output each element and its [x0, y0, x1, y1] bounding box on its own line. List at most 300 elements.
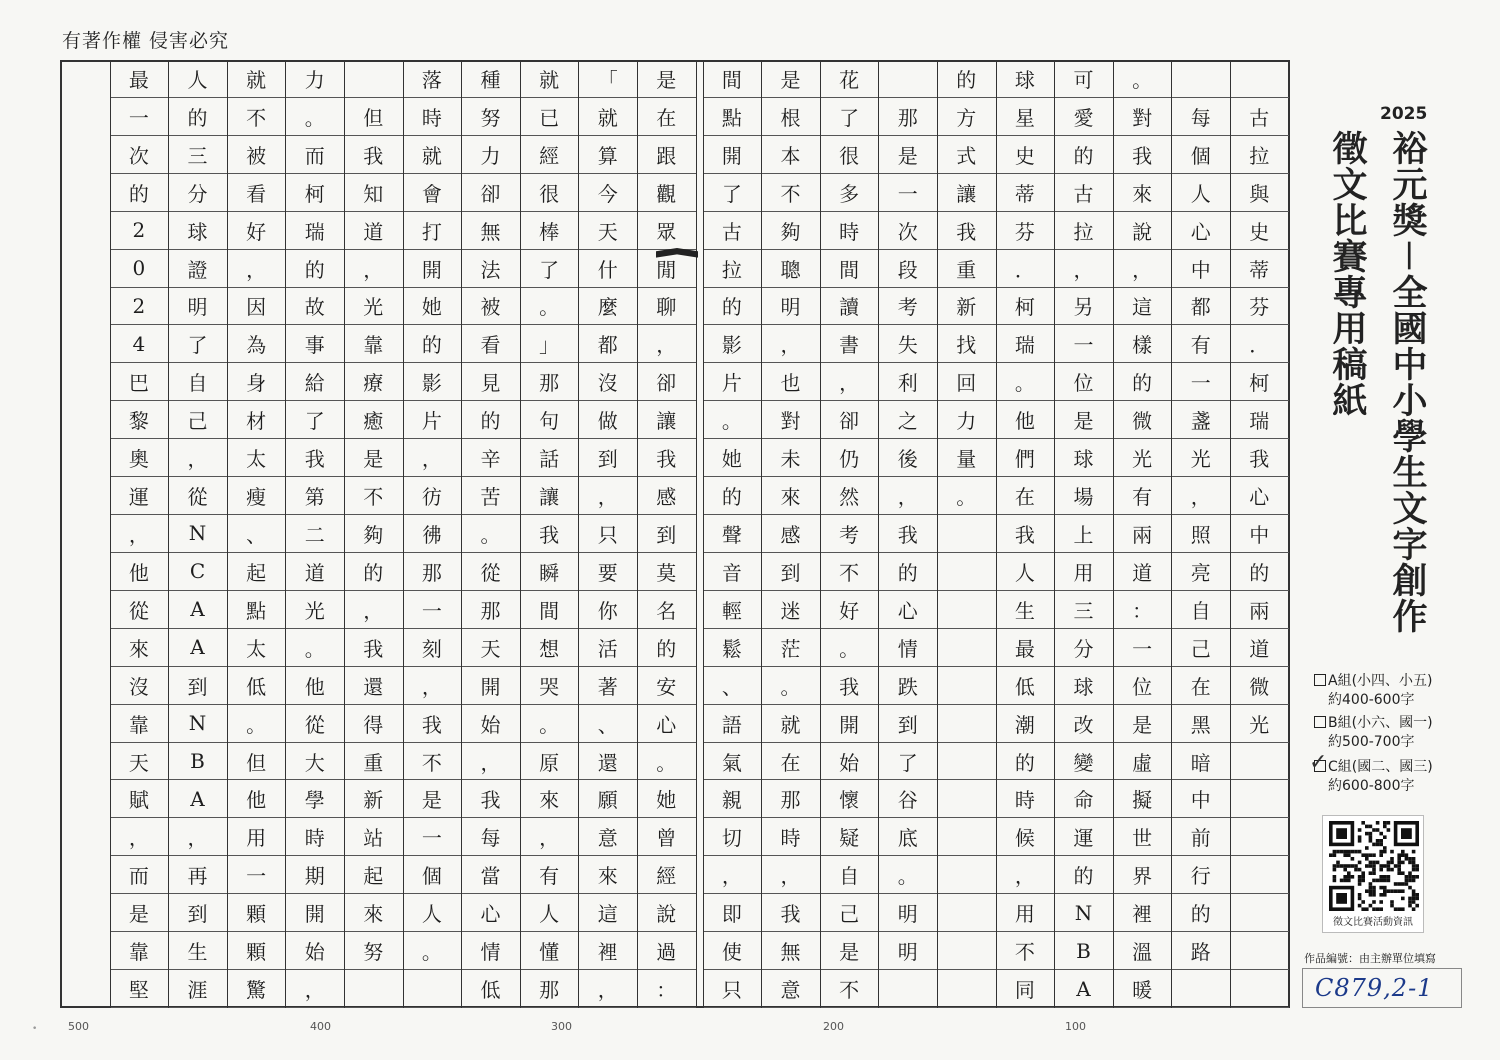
manuscript-cell: 是 — [820, 932, 879, 970]
manuscript-cell: 了 — [878, 743, 937, 781]
manuscript-cell: 光 — [344, 288, 403, 326]
manuscript-cell: 想 — [520, 629, 579, 667]
manuscript-cell: 們 — [996, 439, 1055, 477]
manuscript-cell: 使 — [703, 932, 762, 970]
manuscript-cell: 音 — [703, 553, 762, 591]
qr-code — [1322, 815, 1424, 933]
manuscript-column — [1113, 60, 1172, 1008]
manuscript-cell: 意 — [578, 818, 637, 856]
manuscript-cell: 聲 — [703, 515, 762, 553]
manuscript-cell: 失 — [878, 325, 937, 363]
manuscript-cell — [937, 515, 996, 553]
manuscript-cell: 我 — [344, 136, 403, 174]
manuscript-cell: 靠 — [110, 705, 169, 743]
manuscript-cell: 在 — [1171, 667, 1230, 705]
manuscript-cell: 最 — [110, 60, 169, 98]
manuscript-cell: 看 — [227, 174, 286, 212]
manuscript-cell: 親 — [703, 780, 762, 818]
manuscript-cell: 裡 — [578, 932, 637, 970]
manuscript-cell: 卻 — [820, 401, 879, 439]
manuscript-cell: 、 — [227, 515, 286, 553]
manuscript-cell: 來 — [344, 894, 403, 932]
manuscript-cell: 的 — [285, 250, 344, 288]
manuscript-cell: 句 — [520, 401, 579, 439]
manuscript-cell: 心 — [1230, 477, 1289, 515]
manuscript-cell: 說 — [637, 894, 696, 932]
manuscript-column — [578, 60, 637, 1008]
manuscript-cell: 很 — [820, 136, 879, 174]
manuscript-cell: ， — [1113, 250, 1172, 288]
manuscript-column — [403, 60, 462, 1008]
manuscript-cell: 法 — [461, 250, 520, 288]
manuscript-cell: 一 — [1054, 325, 1113, 363]
manuscript-cell: 自 — [820, 856, 879, 894]
manuscript-cell: ， — [761, 856, 820, 894]
manuscript-cell: 無 — [461, 212, 520, 250]
manuscript-cell: 疑 — [820, 818, 879, 856]
manuscript-cell: 運 — [1054, 818, 1113, 856]
manuscript-cell: 讓 — [520, 477, 579, 515]
manuscript-cell: 人 — [168, 60, 227, 98]
manuscript-cell — [1230, 743, 1289, 781]
manuscript-cell: N — [1054, 894, 1113, 932]
manuscript-cell: 。 — [520, 705, 579, 743]
manuscript-cell: 靠 — [110, 932, 169, 970]
manuscript-cell: 讀 — [820, 288, 879, 326]
manuscript-cell: 沒 — [110, 667, 169, 705]
manuscript-cell: 時 — [996, 780, 1055, 818]
manuscript-cell: 卻 — [461, 174, 520, 212]
manuscript-cell: 的 — [703, 477, 762, 515]
manuscript-cell: 底 — [878, 818, 937, 856]
manuscript-cell: 球 — [168, 212, 227, 250]
manuscript-cell: 療 — [344, 363, 403, 401]
manuscript-cell: 經 — [520, 136, 579, 174]
manuscript-cell: 是 — [1113, 705, 1172, 743]
manuscript-cell: 後 — [878, 439, 937, 477]
manuscript-cell: 三 — [168, 136, 227, 174]
manuscript-column — [820, 60, 879, 1008]
manuscript-cell: 那 — [403, 553, 462, 591]
manuscript-cell: 就 — [578, 98, 637, 136]
manuscript-cell: 不 — [403, 743, 462, 781]
manuscript-cell: 暗 — [1171, 743, 1230, 781]
manuscript-cell: 到 — [168, 894, 227, 932]
scale-number: 100 — [1065, 1020, 1086, 1033]
manuscript-cell: ， — [285, 970, 344, 1008]
manuscript-cell: 那 — [461, 591, 520, 629]
manuscript-cell: 一 — [403, 591, 462, 629]
manuscript-cell: 茫 — [761, 629, 820, 667]
manuscript-cell — [403, 970, 462, 1008]
manuscript-cell — [344, 970, 403, 1008]
manuscript-cell: 聊 — [637, 288, 696, 326]
manuscript-cell: 始 — [461, 705, 520, 743]
manuscript-cell: 0 — [110, 250, 169, 288]
contest-year: 2025 — [1380, 104, 1428, 124]
grid-line — [578, 60, 579, 1008]
manuscript-cell: 量 — [937, 439, 996, 477]
manuscript-cell: A — [168, 780, 227, 818]
manuscript-cell: 可 — [1054, 60, 1113, 98]
manuscript-cell: 名 — [637, 591, 696, 629]
manuscript-cell: ， — [168, 439, 227, 477]
manuscript-cell: 。 — [227, 705, 286, 743]
manuscript-cell — [937, 743, 996, 781]
manuscript-cell: 。 — [285, 98, 344, 136]
manuscript-cell: 然 — [820, 477, 879, 515]
manuscript-cell: 」 — [520, 325, 579, 363]
manuscript-cell: 點 — [227, 591, 286, 629]
manuscript-cell: 位 — [1054, 363, 1113, 401]
manuscript-cell: 鬆 — [703, 629, 762, 667]
manuscript-column — [1230, 60, 1289, 1008]
manuscript-cell: 力 — [285, 60, 344, 98]
manuscript-cell: 始 — [285, 932, 344, 970]
manuscript-cell: 到 — [637, 515, 696, 553]
corner-mark: • — [32, 1024, 38, 1034]
manuscript-cell: 光 — [1171, 439, 1230, 477]
manuscript-cell — [1171, 970, 1230, 1008]
manuscript-cell: 球 — [996, 60, 1055, 98]
manuscript-cell: ， — [110, 515, 169, 553]
manuscript-cell: 每 — [1171, 98, 1230, 136]
manuscript-cell: 了 — [285, 401, 344, 439]
manuscript-cell: 這 — [578, 894, 637, 932]
manuscript-cell: ， — [878, 477, 937, 515]
manuscript-cell: 同 — [996, 970, 1055, 1008]
manuscript-cell: 運 — [110, 477, 169, 515]
manuscript-cell: 我 — [996, 515, 1055, 553]
manuscript-cell: 變 — [1054, 743, 1113, 781]
manuscript-cell: 蒂 — [1230, 250, 1289, 288]
manuscript-cell: 你 — [578, 591, 637, 629]
manuscript-cell: 的 — [1230, 553, 1289, 591]
manuscript-cell — [937, 705, 996, 743]
manuscript-cell: 心 — [637, 705, 696, 743]
manuscript-cell: 但 — [227, 743, 286, 781]
manuscript-cell: 什 — [578, 250, 637, 288]
manuscript-cell — [1230, 60, 1289, 98]
manuscript-cell: 期 — [285, 856, 344, 894]
grid-line — [344, 60, 345, 1008]
manuscript-cell: 我 — [820, 667, 879, 705]
manuscript-cell: 聰 — [761, 250, 820, 288]
grid-line — [878, 60, 879, 1008]
manuscript-cell: ． — [1230, 325, 1289, 363]
manuscript-cell: 好 — [227, 212, 286, 250]
manuscript-column — [110, 60, 169, 1008]
manuscript-cell: 了 — [703, 174, 762, 212]
manuscript-cell: 黎 — [110, 401, 169, 439]
manuscript-cell: 不 — [761, 174, 820, 212]
manuscript-cell: 三 — [1054, 591, 1113, 629]
manuscript-cell: 棒 — [520, 212, 579, 250]
manuscript-cell: 裡 — [1113, 894, 1172, 932]
manuscript-cell: 天 — [578, 212, 637, 250]
manuscript-cell: 是 — [878, 136, 937, 174]
manuscript-cell: 重 — [937, 250, 996, 288]
manuscript-cell: 一 — [403, 818, 462, 856]
manuscript-cell: A — [168, 629, 227, 667]
manuscript-cell: 會 — [403, 174, 462, 212]
manuscript-cell: 天 — [110, 743, 169, 781]
grid-line — [637, 60, 638, 1008]
manuscript-cell: 卻 — [637, 363, 696, 401]
manuscript-cell: 光 — [285, 591, 344, 629]
manuscript-cell: 被 — [227, 136, 286, 174]
manuscript-column — [1171, 60, 1230, 1008]
manuscript-cell — [1230, 894, 1289, 932]
manuscript-cell: 觀 — [637, 174, 696, 212]
manuscript-column — [227, 60, 286, 1008]
manuscript-cell: 行 — [1171, 856, 1230, 894]
manuscript-cell: 涯 — [168, 970, 227, 1008]
manuscript-cell: ， — [1054, 250, 1113, 288]
grid-line — [227, 60, 228, 1008]
manuscript-cell: 賦 — [110, 780, 169, 818]
manuscript-cell: 。 — [403, 932, 462, 970]
manuscript-cell: 他 — [110, 553, 169, 591]
manuscript-cell: 利 — [878, 363, 937, 401]
manuscript-cell: 就 — [403, 136, 462, 174]
manuscript-cell: 再 — [168, 856, 227, 894]
manuscript-cell: 是 — [344, 439, 403, 477]
manuscript-cell: 人 — [520, 894, 579, 932]
manuscript-column — [520, 60, 579, 1008]
manuscript-cell: 他 — [227, 780, 286, 818]
manuscript-cell: 彿 — [403, 515, 462, 553]
manuscript-cell: 間 — [820, 250, 879, 288]
manuscript-cell: 努 — [344, 932, 403, 970]
manuscript-cell: 愛 — [1054, 98, 1113, 136]
manuscript-cell: 。 — [996, 363, 1055, 401]
manuscript-cell: 。 — [637, 743, 696, 781]
manuscript-cell: 哭 — [520, 667, 579, 705]
manuscript-cell: 低 — [461, 970, 520, 1008]
manuscript-cell: 那 — [878, 98, 937, 136]
manuscript-cell: 到 — [761, 553, 820, 591]
work-number: C879,2-1 — [1302, 968, 1462, 1008]
manuscript-column — [285, 60, 344, 1008]
manuscript-cell: 點 — [703, 98, 762, 136]
manuscript-cell: 原 — [520, 743, 579, 781]
manuscript-cell: 跟 — [637, 136, 696, 174]
manuscript-cell: 史 — [1230, 212, 1289, 250]
manuscript-cell: ， — [520, 818, 579, 856]
manuscript-cell: 到 — [878, 705, 937, 743]
manuscript-cell: 靠 — [344, 325, 403, 363]
manuscript-cell: N — [168, 705, 227, 743]
manuscript-cell: 拉 — [1230, 136, 1289, 174]
manuscript-cell: 不 — [344, 477, 403, 515]
manuscript-cell: 的 — [937, 60, 996, 98]
manuscript-cell: 個 — [403, 856, 462, 894]
manuscript-cell: 迷 — [761, 591, 820, 629]
manuscript-cell: ， — [403, 667, 462, 705]
manuscript-cell: 微 — [1230, 667, 1289, 705]
manuscript-cell: 過 — [637, 932, 696, 970]
manuscript-cell: 「 — [578, 60, 637, 98]
manuscript-cell: 盞 — [1171, 401, 1230, 439]
manuscript-cell: 明 — [878, 932, 937, 970]
manuscript-cell: 開 — [703, 136, 762, 174]
manuscript-cell: 奧 — [110, 439, 169, 477]
manuscript-cell: 彷 — [403, 477, 462, 515]
manuscript-cell: ， — [227, 250, 286, 288]
manuscript-cell: 顆 — [227, 932, 286, 970]
manuscript-cell: ， — [110, 818, 169, 856]
manuscript-cell: 是 — [637, 60, 696, 98]
manuscript-cell: 閒 — [637, 250, 696, 288]
manuscript-cell: 道 — [285, 553, 344, 591]
manuscript-cell: 路 — [1171, 932, 1230, 970]
manuscript-cell: 的 — [703, 288, 762, 326]
manuscript-cell: 影 — [403, 363, 462, 401]
manuscript-cell: 上 — [1054, 515, 1113, 553]
manuscript-cell: 切 — [703, 818, 762, 856]
manuscript-cell: 了 — [168, 325, 227, 363]
manuscript-cell: 來 — [578, 856, 637, 894]
manuscript-cell: 巴 — [110, 363, 169, 401]
manuscript-cell: 我 — [1113, 136, 1172, 174]
manuscript-cell: 仍 — [820, 439, 879, 477]
manuscript-cell — [937, 591, 996, 629]
manuscript-cell: 柯 — [1230, 363, 1289, 401]
grid-line — [520, 60, 521, 1008]
manuscript-cell: 就 — [520, 60, 579, 98]
manuscript-cell: 找 — [937, 325, 996, 363]
manuscript-cell: 他 — [285, 667, 344, 705]
manuscript-cell: 分 — [168, 174, 227, 212]
manuscript-cell: 刻 — [403, 629, 462, 667]
manuscript-cell: 我 — [1230, 439, 1289, 477]
checkmark-icon: ✓ — [1309, 750, 1328, 775]
manuscript-cell: 而 — [110, 856, 169, 894]
manuscript-cell: 證 — [168, 250, 227, 288]
manuscript-cell: 落 — [403, 60, 462, 98]
manuscript-cell: 不 — [227, 98, 286, 136]
grid-line — [996, 60, 997, 1008]
manuscript-cell: 語 — [703, 705, 762, 743]
manuscript-cell: 苦 — [461, 477, 520, 515]
manuscript-cell: 都 — [578, 325, 637, 363]
manuscript-cell: 次 — [110, 136, 169, 174]
manuscript-cell: 溫 — [1113, 932, 1172, 970]
manuscript-cell: 在 — [637, 98, 696, 136]
manuscript-cell: 的 — [110, 174, 169, 212]
manuscript-cell: 。 — [703, 401, 762, 439]
manuscript-cell: ， — [403, 439, 462, 477]
manuscript-column — [461, 60, 520, 1008]
manuscript-cell: 安 — [637, 667, 696, 705]
manuscript-cell: 話 — [520, 439, 579, 477]
manuscript-cell: 來 — [761, 477, 820, 515]
manuscript-cell: 癒 — [344, 401, 403, 439]
manuscript-cell: 芬 — [996, 212, 1055, 250]
manuscript-cell: 我 — [937, 212, 996, 250]
manuscript-cell: 柯 — [996, 288, 1055, 326]
manuscript-cell: 。 — [761, 667, 820, 705]
manuscript-cell: 站 — [344, 818, 403, 856]
manuscript-cell: 力 — [937, 401, 996, 439]
manuscript-cell: 顆 — [227, 894, 286, 932]
manuscript-cell: 因 — [227, 288, 286, 326]
manuscript-cell: 人 — [1171, 174, 1230, 212]
manuscript-cell: 的 — [996, 743, 1055, 781]
manuscript-cell: ． — [996, 250, 1055, 288]
manuscript-cell: 他 — [996, 401, 1055, 439]
grid-line — [1054, 60, 1055, 1008]
manuscript-cell: 片 — [403, 401, 462, 439]
manuscript-cell: 命 — [1054, 780, 1113, 818]
manuscript-cell: 跌 — [878, 667, 937, 705]
manuscript-cell: 間 — [703, 60, 762, 98]
manuscript-cell: 谷 — [878, 780, 937, 818]
manuscript-cell: 我 — [285, 439, 344, 477]
manuscript-cell: 的 — [637, 629, 696, 667]
manuscript-cell: 。 — [1113, 60, 1172, 98]
manuscript-cell: 還 — [344, 667, 403, 705]
manuscript-cell — [1230, 818, 1289, 856]
manuscript-cell: 始 — [820, 743, 879, 781]
manuscript-cell: 最 — [996, 629, 1055, 667]
manuscript-cell: 虛 — [1113, 743, 1172, 781]
manuscript-cell: 驚 — [227, 970, 286, 1008]
manuscript-cell: 道 — [344, 212, 403, 250]
manuscript-cell: 情 — [878, 629, 937, 667]
manuscript-cell: 而 — [285, 136, 344, 174]
manuscript-cell: 為 — [227, 325, 286, 363]
manuscript-cell: 來 — [110, 629, 169, 667]
manuscript-cell: 世 — [1113, 818, 1172, 856]
manuscript-cell: 今 — [578, 174, 637, 212]
manuscript-cell: 見 — [461, 363, 520, 401]
manuscript-cell: 開 — [461, 667, 520, 705]
manuscript-cell: 曾 — [637, 818, 696, 856]
manuscript-cell — [1171, 60, 1230, 98]
manuscript-cell: 個 — [1171, 136, 1230, 174]
manuscript-cell: 片 — [703, 363, 762, 401]
manuscript-cell: 也 — [761, 363, 820, 401]
manuscript-cell: 用 — [227, 818, 286, 856]
manuscript-cell: 夠 — [344, 515, 403, 553]
manuscript-cell: 。 — [285, 629, 344, 667]
manuscript-cell: 書 — [820, 325, 879, 363]
grid-line — [403, 60, 404, 1008]
manuscript-cell: 的 — [344, 553, 403, 591]
manuscript-cell: 讓 — [937, 174, 996, 212]
manuscript-cell: 她 — [403, 288, 462, 326]
manuscript-cell — [937, 970, 996, 1008]
manuscript-cell: 對 — [1113, 98, 1172, 136]
manuscript-cell: 低 — [227, 667, 286, 705]
manuscript-cell: 星 — [996, 98, 1055, 136]
manuscript-cell: 自 — [1171, 591, 1230, 629]
grid-line — [1171, 60, 1172, 1008]
manuscript-cell — [878, 60, 937, 98]
manuscript-cell: 感 — [761, 515, 820, 553]
manuscript-cell: 。 — [878, 856, 937, 894]
manuscript-cell: 力 — [461, 136, 520, 174]
contest-subtitle: 徵文比賽專用稿紙 — [1327, 130, 1367, 418]
manuscript-cell: 前 — [1171, 818, 1230, 856]
manuscript-cell — [937, 629, 996, 667]
manuscript-column — [937, 60, 996, 1008]
manuscript-cell: 氣 — [703, 743, 762, 781]
manuscript-cell: 辛 — [461, 439, 520, 477]
manuscript-cell: A — [168, 591, 227, 629]
